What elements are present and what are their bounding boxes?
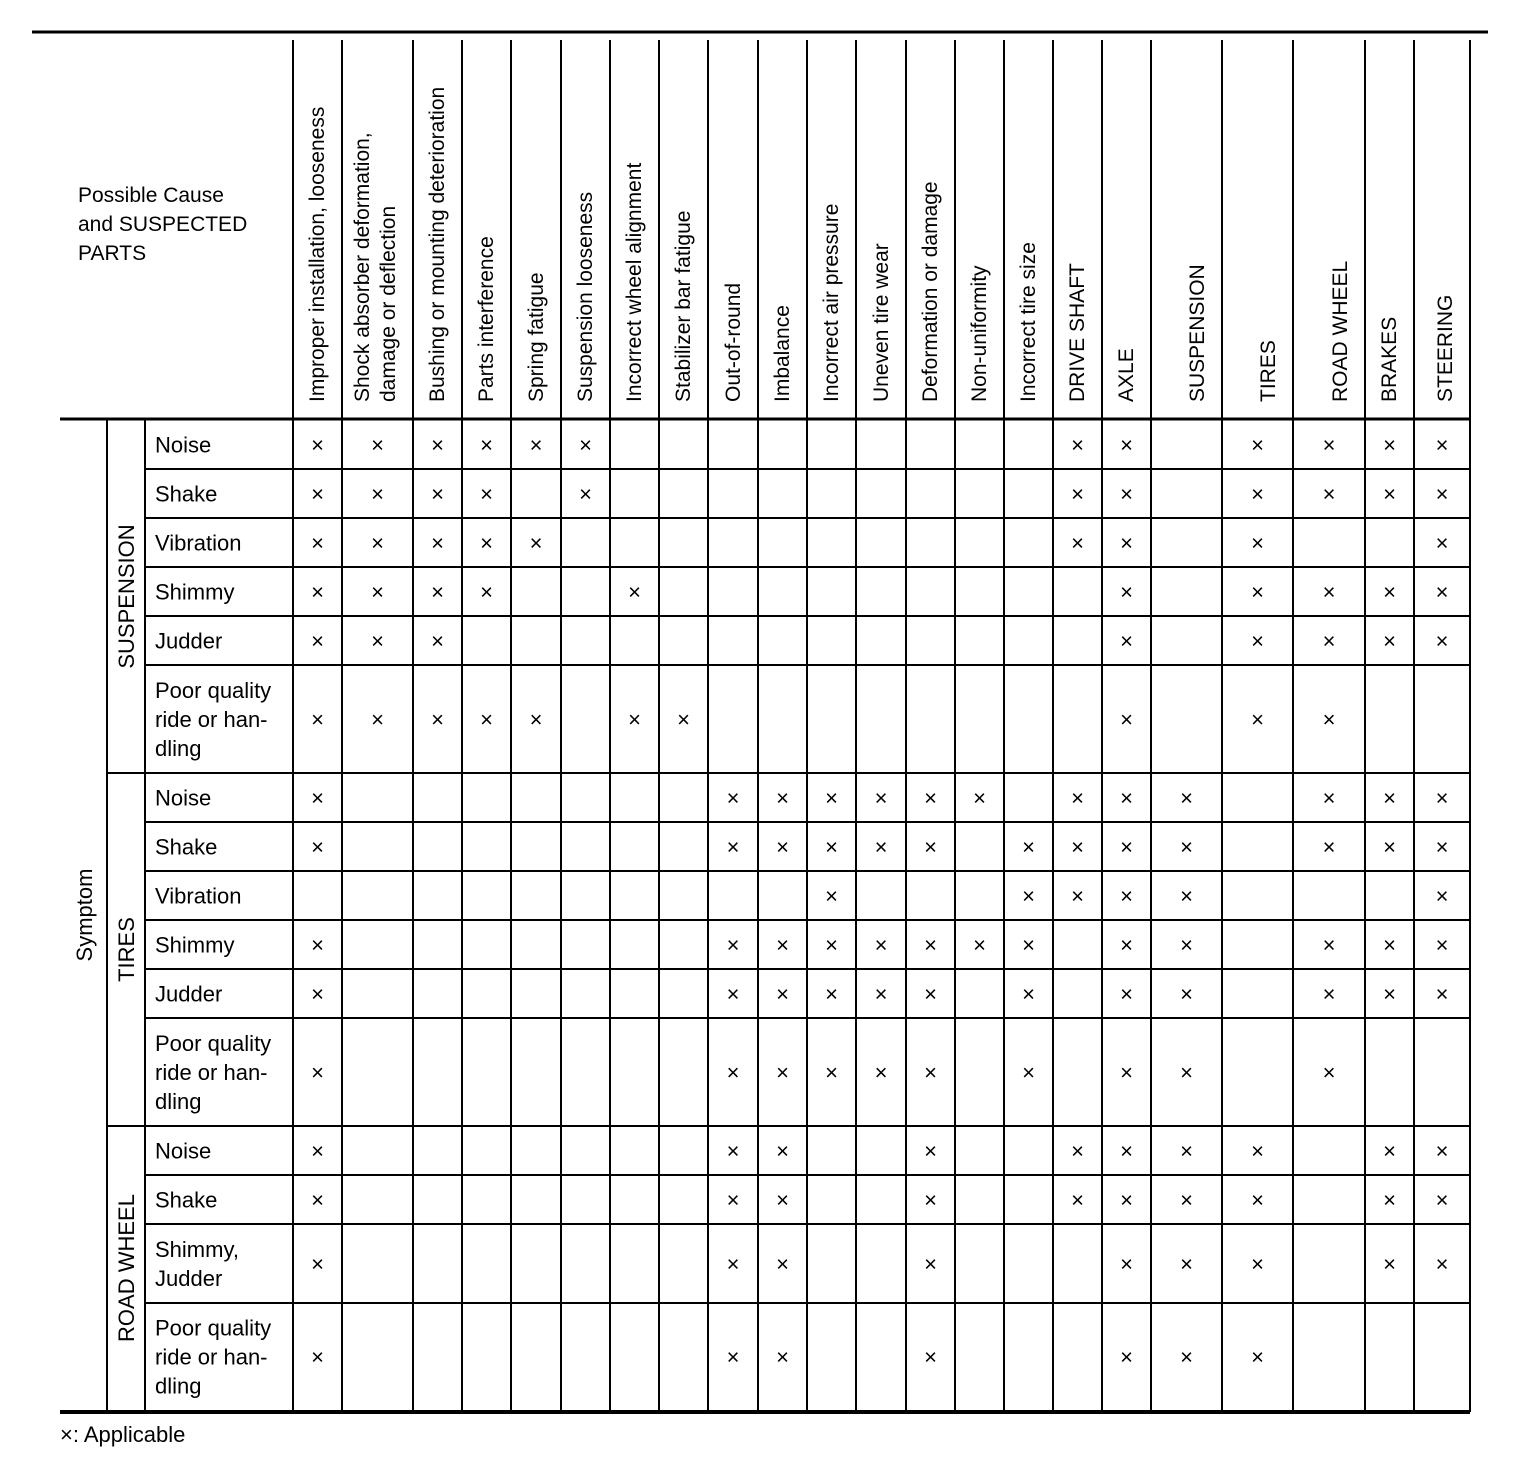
applicable-mark: ×: [776, 1251, 789, 1277]
applicable-mark: ×: [1120, 1187, 1133, 1213]
applicable-mark: ×: [1120, 1138, 1133, 1164]
applicable-mark: ×: [480, 579, 493, 605]
applicable-mark: ×: [371, 628, 384, 654]
applicable-mark: ×: [924, 1138, 937, 1164]
applicable-mark: ×: [776, 932, 789, 958]
applicable-mark: ×: [311, 834, 324, 860]
applicable-mark: ×: [628, 707, 641, 732]
applicable-mark: ×: [1251, 1251, 1264, 1277]
applicable-mark: ×: [874, 932, 888, 958]
applicable-mark: ×: [924, 1344, 937, 1370]
applicable-mark: ×: [431, 707, 444, 732]
applicable-mark: ×: [1071, 834, 1084, 860]
group-label: TIRES: [114, 917, 139, 982]
applicable-mark: ×: [1251, 432, 1264, 458]
applicable-mark: ×: [1251, 579, 1264, 605]
applicable-mark: ×: [973, 932, 986, 958]
applicable-mark: ×: [431, 432, 444, 458]
applicable-mark: ×: [1251, 707, 1264, 732]
applicable-mark: ×: [480, 707, 493, 732]
applicable-mark: ×: [924, 834, 937, 860]
cause-header: Spring fatigue: [525, 272, 548, 402]
applicable-mark: ×: [311, 1187, 324, 1213]
applicable-mark: ×: [1383, 932, 1396, 958]
symptom-cell: Vibration: [155, 883, 242, 909]
applicable-mark: ×: [579, 432, 592, 458]
applicable-mark: ×: [480, 481, 493, 507]
symptom-cell: Shimmy, Judder: [155, 1237, 239, 1291]
applicable-mark: ×: [1435, 530, 1449, 556]
applicable-mark: ×: [431, 530, 444, 556]
applicable-mark: ×: [1322, 481, 1336, 507]
cause-header: Imbalance: [771, 305, 794, 402]
applicable-mark: ×: [480, 432, 493, 458]
applicable-mark: ×: [1251, 1344, 1264, 1370]
applicable-mark: ×: [1383, 1251, 1396, 1277]
applicable-mark: ×: [924, 932, 937, 958]
applicable-mark: ×: [1120, 579, 1133, 605]
cause-header: Incorrect air pressure: [820, 203, 843, 402]
applicable-mark: ×: [1383, 579, 1396, 605]
applicable-mark: ×: [776, 1060, 789, 1085]
applicable-mark: ×: [1435, 932, 1449, 958]
applicable-mark: ×: [726, 1251, 740, 1277]
applicable-mark: ×: [1022, 1060, 1035, 1085]
symptom-cell: Noise: [155, 785, 212, 811]
applicable-mark: ×: [1022, 834, 1035, 860]
cause-header: TIRES: [1257, 340, 1280, 402]
cause-header: Shock absorber deformation, damage or deflection: [351, 132, 400, 402]
applicable-mark: ×: [1180, 1138, 1193, 1164]
applicable-mark: ×: [825, 1060, 838, 1085]
applicable-mark: ×: [1071, 481, 1084, 507]
cause-header: Suspension looseness: [574, 191, 597, 402]
applicable-mark: ×: [1120, 1251, 1133, 1277]
applicable-mark: ×: [1435, 834, 1449, 860]
symptom-cell: Noise: [155, 432, 212, 458]
applicable-mark: ×: [1251, 481, 1264, 507]
applicable-mark: ×: [480, 530, 493, 556]
cause-header: Stabilizer bar fatigue: [672, 210, 695, 402]
applicable-mark: ×: [677, 707, 690, 732]
applicable-mark: ×: [726, 981, 740, 1007]
applicable-mark: ×: [311, 481, 324, 507]
applicable-mark: ×: [825, 785, 838, 811]
group-label: ROAD WHEEL: [114, 1194, 139, 1342]
applicable-mark: ×: [1022, 883, 1035, 909]
applicable-mark: ×: [1180, 981, 1193, 1007]
applicable-mark: ×: [1022, 932, 1035, 958]
cause-header: STEERING: [1434, 294, 1457, 402]
applicable-mark: ×: [1251, 1187, 1264, 1213]
applicable-mark: ×: [311, 1344, 324, 1370]
applicable-mark: ×: [973, 785, 986, 811]
cause-header: BRAKES: [1378, 316, 1401, 402]
applicable-mark: ×: [1322, 628, 1336, 654]
applicable-mark: ×: [371, 481, 384, 507]
applicable-mark: ×: [1071, 1187, 1084, 1213]
applicable-mark: ×: [371, 579, 384, 605]
symptom-cell: Judder: [155, 628, 223, 654]
applicable-mark: ×: [1383, 628, 1396, 654]
applicable-mark: ×: [726, 1187, 740, 1213]
applicable-mark: ×: [431, 481, 444, 507]
applicable-mark: ×: [1180, 1060, 1193, 1085]
cause-header: Bushing or mounting deterioration: [426, 86, 449, 402]
applicable-mark: ×: [1022, 981, 1035, 1007]
applicable-mark: ×: [924, 981, 937, 1007]
symptom-cell: Vibration: [155, 530, 242, 556]
applicable-mark: ×: [874, 785, 888, 811]
applicable-mark: ×: [1435, 883, 1449, 909]
applicable-mark: ×: [874, 981, 888, 1007]
applicable-mark: ×: [776, 1344, 789, 1370]
applicable-mark: ×: [726, 834, 740, 860]
applicable-mark: ×: [311, 1138, 324, 1164]
applicable-mark: ×: [1180, 1251, 1193, 1277]
cause-header: Incorrect tire size: [1017, 242, 1040, 402]
applicable-mark: ×: [1322, 785, 1336, 811]
applicable-mark: ×: [1120, 932, 1133, 958]
applicable-mark: ×: [874, 1060, 888, 1085]
applicable-mark: ×: [1071, 785, 1084, 811]
applicable-mark: ×: [726, 1138, 740, 1164]
applicable-mark: ×: [529, 432, 543, 458]
applicable-mark: ×: [1435, 1138, 1449, 1164]
applicable-mark: ×: [529, 707, 543, 732]
applicable-mark: ×: [371, 530, 384, 556]
applicable-mark: ×: [311, 785, 324, 811]
applicable-mark: ×: [1180, 883, 1193, 909]
cause-header: Out-of-round: [722, 282, 745, 402]
applicable-mark: ×: [311, 981, 324, 1007]
applicable-mark: ×: [726, 785, 740, 811]
applicable-mark: ×: [1322, 432, 1336, 458]
applicable-mark: ×: [529, 530, 543, 556]
applicable-mark: ×: [1120, 707, 1133, 732]
applicable-mark: ×: [924, 1187, 937, 1213]
symptom-cell: Shake: [155, 481, 218, 507]
applicable-mark: ×: [311, 1060, 324, 1085]
applicable-mark: ×: [311, 432, 324, 458]
applicable-mark: ×: [924, 1060, 937, 1085]
applicable-mark: ×: [776, 981, 789, 1007]
applicable-mark: ×: [1435, 1251, 1449, 1277]
corner-label: Possible Cause and SUSPECTED PARTS: [78, 184, 248, 265]
applicable-mark: ×: [1322, 981, 1336, 1007]
applicable-mark: ×: [825, 932, 838, 958]
cause-header: AXLE: [1115, 348, 1138, 402]
applicable-mark: ×: [431, 579, 444, 605]
applicable-mark: ×: [1383, 481, 1396, 507]
group-label: SUSPENSION: [114, 524, 139, 669]
applicable-mark: ×: [1180, 932, 1193, 958]
applicable-mark: ×: [1120, 834, 1133, 860]
applicable-mark: ×: [825, 981, 838, 1007]
applicable-mark: ×: [1120, 481, 1133, 507]
applicable-mark: ×: [628, 579, 641, 605]
applicable-mark: ×: [1120, 530, 1133, 556]
applicable-mark: ×: [1383, 981, 1396, 1007]
applicable-mark: ×: [1071, 883, 1084, 909]
applicable-mark: ×: [1383, 1187, 1396, 1213]
legend-note: ×: Applicable: [60, 1422, 186, 1447]
cause-header: Deformation or damage: [919, 181, 942, 402]
cause-header: DRIVE SHAFT: [1066, 263, 1089, 402]
cause-header: Uneven tire wear: [870, 243, 893, 402]
applicable-mark: ×: [1383, 1138, 1396, 1164]
symptom-cell: Poor quality ride or han-dling: [155, 1315, 272, 1399]
applicable-mark: ×: [371, 432, 384, 458]
applicable-mark: ×: [1435, 981, 1449, 1007]
applicable-mark: ×: [874, 834, 888, 860]
applicable-mark: ×: [726, 932, 740, 958]
applicable-mark: ×: [371, 707, 384, 732]
cause-header: ROAD WHEEL: [1329, 260, 1352, 402]
symptom-cell: Shimmy: [155, 579, 235, 605]
applicable-mark: ×: [726, 1060, 740, 1085]
applicable-mark: ×: [1383, 432, 1396, 458]
applicable-mark: ×: [1322, 1060, 1336, 1085]
applicable-mark: ×: [1120, 1344, 1133, 1370]
applicable-mark: ×: [1120, 981, 1133, 1007]
applicable-mark: ×: [1322, 579, 1336, 605]
applicable-mark: ×: [924, 1251, 937, 1277]
applicable-mark: ×: [311, 707, 324, 732]
applicable-mark: ×: [1322, 707, 1336, 732]
symptom-cell: Judder: [155, 981, 223, 1007]
applicable-mark: ×: [1251, 530, 1264, 556]
applicable-mark: ×: [1383, 834, 1396, 860]
applicable-mark: ×: [1180, 1344, 1193, 1370]
applicable-mark: ×: [579, 481, 592, 507]
applicable-mark: ×: [1435, 1187, 1449, 1213]
applicable-mark: ×: [1435, 579, 1449, 605]
symptom-label: Symptom: [72, 868, 97, 962]
applicable-mark: ×: [776, 834, 789, 860]
applicable-mark: ×: [1251, 1138, 1264, 1164]
symptom-cell: Shake: [155, 834, 218, 860]
applicable-mark: ×: [311, 932, 324, 958]
applicable-mark: ×: [924, 785, 937, 811]
symptom-cell: Shake: [155, 1187, 218, 1213]
symptom-cell: Poor quality ride or han-dling: [155, 1031, 272, 1114]
applicable-mark: ×: [1120, 432, 1133, 458]
applicable-mark: ×: [825, 883, 838, 909]
applicable-mark: ×: [776, 1187, 789, 1213]
applicable-mark: ×: [1322, 932, 1336, 958]
cause-header: SUSPENSION: [1186, 264, 1209, 402]
applicable-mark: ×: [776, 785, 789, 811]
applicable-mark: ×: [1251, 628, 1264, 654]
cause-header: Parts interference: [475, 236, 498, 402]
applicable-mark: ×: [1071, 1138, 1084, 1164]
applicable-mark: ×: [1120, 883, 1133, 909]
cause-header: Improper installation, looseness: [306, 106, 329, 402]
applicable-mark: ×: [1120, 785, 1133, 811]
applicable-mark: ×: [726, 1344, 740, 1370]
applicable-mark: ×: [311, 1251, 324, 1277]
applicable-mark: ×: [1120, 1060, 1133, 1085]
applicable-mark: ×: [1071, 432, 1084, 458]
applicable-mark: ×: [1435, 785, 1449, 811]
applicable-mark: ×: [1180, 785, 1193, 811]
applicable-mark: ×: [776, 1138, 789, 1164]
applicable-mark: ×: [1435, 481, 1449, 507]
cause-header: Non-uniformity: [968, 265, 991, 402]
cause-header: Incorrect wheel alignment: [623, 162, 646, 402]
applicable-mark: ×: [1071, 530, 1084, 556]
symptom-cell: Poor quality ride or han-dling: [155, 678, 272, 761]
applicable-mark: ×: [1435, 432, 1449, 458]
applicable-mark: ×: [1322, 834, 1336, 860]
applicable-mark: ×: [1180, 1187, 1193, 1213]
applicable-mark: ×: [431, 628, 444, 654]
applicable-mark: ×: [1180, 834, 1193, 860]
applicable-mark: ×: [311, 579, 324, 605]
applicable-mark: ×: [1120, 628, 1133, 654]
symptom-cell: Noise: [155, 1138, 212, 1164]
applicable-mark: ×: [311, 530, 324, 556]
applicable-mark: ×: [1383, 785, 1396, 811]
symptom-cell: Shimmy: [155, 932, 235, 958]
applicable-mark: ×: [311, 628, 324, 654]
applicable-mark: ×: [1435, 628, 1449, 654]
applicable-mark: ×: [825, 834, 838, 860]
